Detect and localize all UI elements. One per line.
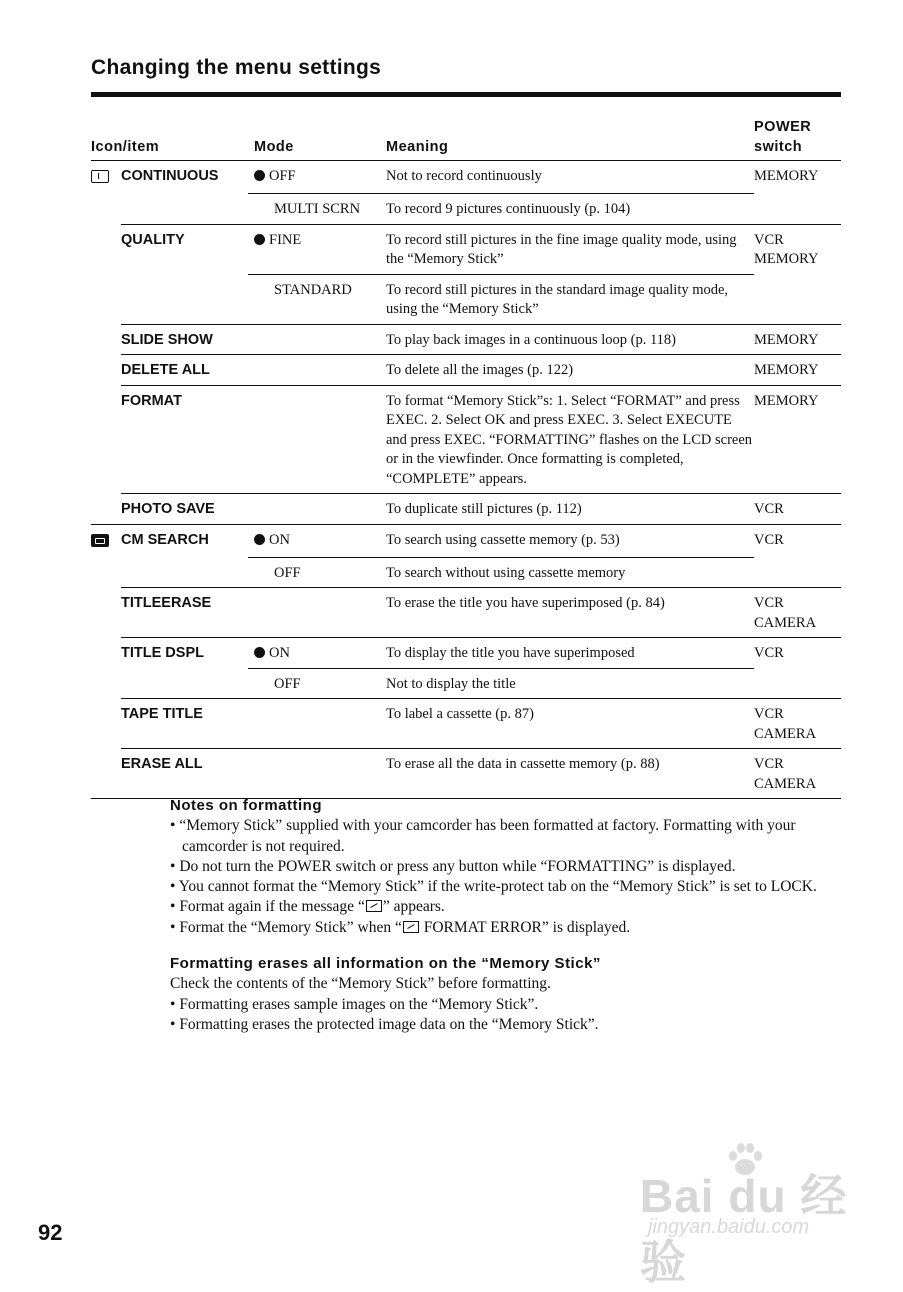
header-power-line1: POWER xyxy=(754,119,812,135)
notes-list xyxy=(170,816,850,938)
mode-value: ON xyxy=(269,531,290,548)
header-mode: Mode xyxy=(248,118,386,161)
default-dot-icon xyxy=(254,170,265,181)
table-row xyxy=(91,161,841,194)
power-switch-value: MEMORY xyxy=(754,355,841,386)
item-format: FORMAT xyxy=(121,385,248,494)
power-line: CAMERA xyxy=(754,725,817,742)
note-text: Format again if the message “ xyxy=(179,898,365,916)
power-switch-value: VCR xyxy=(754,524,841,588)
table-row xyxy=(91,324,841,355)
title-rule xyxy=(91,92,841,97)
item-quality: QUALITY xyxy=(121,224,248,274)
power-line: VCR xyxy=(754,756,784,772)
meaning-text: Not to record continuously xyxy=(386,168,542,184)
header-power-switch xyxy=(754,118,841,161)
power-line: MEMORY xyxy=(754,251,819,267)
list-item: • You cannot format the “Memory Stick” if the write-protect tab on the “Memory Stick” is set to LOCK. xyxy=(170,877,850,897)
meaning-text: To erase the title you have superimposed (p. 84) xyxy=(386,588,754,638)
item-cm-search: CM SEARCH xyxy=(121,524,248,557)
meaning-text: To display the title you have superimposed xyxy=(386,638,754,669)
meaning-text: To delete all the images (p. 122) xyxy=(386,355,754,386)
watermark-logo: Bai du 经验 xyxy=(640,1170,848,1288)
meaning-text: To format “Memory Stick”s: 1. Select “FORMAT” and press EXEC. 2. Select OK and press EXEC. 3. Select EXECUTE and press EXEC. “FORMATTING” flashes on the LCD screen or in the viewfinder. Once formatting is completed, “COMPLETE” appears. xyxy=(386,385,754,494)
item-erase-all: ERASE ALL xyxy=(121,749,248,799)
power-line: VCR xyxy=(754,595,784,611)
watermark-url: jingyan.baidu.com xyxy=(648,1216,810,1238)
list-item: • Do not turn the POWER switch or press any button while “FORMATTING” is displayed. xyxy=(170,857,850,877)
list-item: • “Memory Stick” supplied with your camcorder has been formatted at factory. Formatting with your camcorder is not required. xyxy=(170,816,850,857)
header-meaning: Meaning xyxy=(386,118,754,161)
format-error-icon xyxy=(403,921,419,933)
note-text: Format the “Memory Stick” when “ xyxy=(179,918,402,936)
list-item xyxy=(170,918,850,938)
power-switch-value: VCR xyxy=(754,638,841,699)
mode-value: STANDARD xyxy=(248,274,386,324)
list-item: • Formatting erases sample images on the “Memory Stick”. xyxy=(170,995,850,1015)
table-row xyxy=(91,524,841,557)
item-title-dspl: TITLE DSPL xyxy=(121,638,248,669)
meaning-text: To search using cassette memory (p. 53) xyxy=(386,524,754,557)
power-line: VCR xyxy=(754,231,784,248)
meaning-text: To record still pictures in the fine image quality mode, using the “Memory Stick” xyxy=(386,224,754,274)
header-icon-item: Icon/item xyxy=(91,118,248,161)
note-text: ” appears. xyxy=(382,898,445,916)
power-switch-value xyxy=(754,749,841,799)
item-slide-show: SLIDE SHOW xyxy=(121,324,248,355)
default-dot-icon xyxy=(254,234,265,245)
notes-section xyxy=(170,796,850,1035)
warning-list xyxy=(170,995,850,1036)
power-switch-value: MEMORY xyxy=(754,385,841,494)
power-switch-value: VCR xyxy=(754,494,841,525)
power-line: CAMERA xyxy=(754,775,817,792)
table-row xyxy=(91,557,841,588)
power-switch-value: MEMORY xyxy=(754,168,819,184)
power-switch-value xyxy=(754,588,841,638)
table-row xyxy=(91,668,841,699)
power-line: CAMERA xyxy=(754,614,817,631)
default-dot-icon xyxy=(254,534,265,545)
table-row xyxy=(91,194,841,225)
power-switch-value: MEMORY xyxy=(754,324,841,355)
baidu-watermark xyxy=(640,1140,855,1288)
meaning-text: To duplicate still pictures (p. 112) xyxy=(386,494,754,525)
meaning-text: To record 9 pictures continuously (p. 104) xyxy=(386,194,754,225)
cassette-icon xyxy=(91,534,109,547)
page-title: Changing the menu settings xyxy=(91,56,382,79)
default-dot-icon xyxy=(254,647,265,658)
meaning-text: To record still pictures in the standard image quality mode, using the “Memory Stick” xyxy=(386,274,754,324)
warning-text: Check the contents of the “Memory Stick” before formatting. xyxy=(170,975,551,993)
mode-value: FINE xyxy=(269,231,302,248)
warning-heading: Formatting erases all information on the “Memory Stick” xyxy=(170,955,601,973)
meaning-text: To label a cassette (p. 87) xyxy=(386,699,754,749)
power-switch-value xyxy=(754,224,841,324)
note-text: FORMAT ERROR” is displayed. xyxy=(419,918,631,936)
power-switch-value xyxy=(754,699,841,749)
table-row xyxy=(91,385,841,494)
item-tape-title: TAPE TITLE xyxy=(121,699,248,749)
mode-value: OFF xyxy=(248,557,386,588)
mode-value: OFF xyxy=(248,668,386,699)
list-item xyxy=(170,897,850,917)
table-row xyxy=(91,588,841,638)
item-photo-save: PHOTO SAVE xyxy=(121,494,248,525)
notes-heading: Notes on formatting xyxy=(170,797,322,814)
table-row xyxy=(91,699,841,749)
meaning-text: To play back images in a continuous loop (p. 118) xyxy=(386,324,754,355)
power-line: VCR xyxy=(754,706,784,722)
mode-value: OFF xyxy=(269,168,296,184)
menu-settings-table xyxy=(91,118,841,799)
table-header-row xyxy=(91,118,841,161)
item-title-erase: TITLEERASE xyxy=(121,588,248,638)
table-row xyxy=(91,274,841,324)
table-row xyxy=(91,224,841,274)
page-number: 92 xyxy=(38,1220,63,1245)
table-row xyxy=(91,355,841,386)
mode-value: ON xyxy=(269,645,290,661)
meaning-text: To search without using cassette memory xyxy=(386,557,754,588)
table-row xyxy=(91,638,841,669)
item-continuous: CONTINUOUS xyxy=(121,168,219,184)
header-power-line2: switch xyxy=(754,138,803,155)
table-row xyxy=(91,749,841,799)
item-delete-all: DELETE ALL xyxy=(121,355,248,386)
mode-value: MULTI SCRN xyxy=(248,194,386,225)
meaning-text: To erase all the data in cassette memory (p. 88) xyxy=(386,749,754,799)
meaning-text: Not to display the title xyxy=(386,668,754,699)
table-row xyxy=(91,494,841,525)
memory-card-icon xyxy=(91,170,109,183)
format-error-icon xyxy=(366,900,382,912)
list-item: • Formatting erases the protected image data on the “Memory Stick”. xyxy=(170,1015,850,1035)
